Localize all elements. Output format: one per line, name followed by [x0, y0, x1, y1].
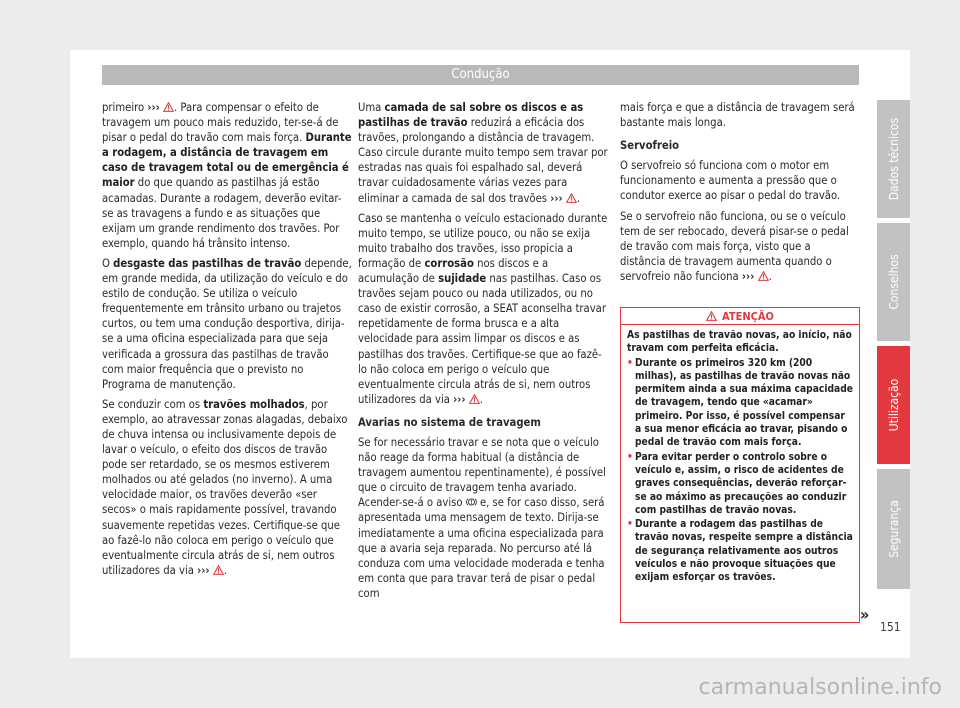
- list-item: • Durante a rodagem das pastilhas de travão novas, respeite sempre a distância de segurança relativamente aos outros veículos e não provoque situações que exijam esforçar os travões.: [627, 519, 853, 584]
- warning-triangle-icon: [706, 311, 717, 321]
- warning-list: [627, 357, 853, 585]
- column-2: [358, 100, 608, 606]
- tab-seguranca[interactable]: Segurança: [877, 469, 910, 589]
- paragraph: Se o servofreio não funciona, ou se o veículo tem de ser rebocado, deverá pisar-se o pedal de travão com mais força, visto que a distância de travagem aumenta quando o servofreio não funciona ››› .: [620, 209, 849, 283]
- paragraph: Se for necessário travar e se nota que o veículo não reage da forma habitual (a distância de travagem aumentou repentinamente), é possível que o circuito de travagem tenha avariado. Acender-se-á o aviso e, se for caso disso, será apresentada uma mensagem de texto. Dirija-se imediatamente a uma oficina especializada para que a avaria seja reparada. No percurso até lá conduza com uma velocidade moderada e tenha em conta que para travar terá de pisar o pedal com: [358, 435, 606, 600]
- list-item: • Para evitar perder o controlo sobre o veículo e, assim, o risco de acidentes de graves consequências, deverão reforçar-se ao máximo as precauções ao conduzir com pastilhas de travão novas.: [627, 451, 847, 516]
- cross-ref-arrow[interactable]: ›››: [197, 563, 210, 577]
- warning-triangle-icon: [213, 565, 224, 575]
- column-1: [102, 100, 352, 583]
- watermark: carmanualsonline.info: [698, 675, 942, 700]
- cross-ref-arrow[interactable]: ›››: [147, 101, 160, 114]
- warning-intro: As pastilhas de travão novas, ao início, não travam com perfeita eficácia.: [627, 330, 852, 355]
- cross-ref-arrow[interactable]: ›››: [453, 392, 466, 406]
- warning-triangle-icon: [469, 394, 480, 404]
- brake-warning-lamp-icon: [466, 497, 477, 507]
- paragraph: O desgaste das pastilhas de travão depende, em grande medida, da utilização do veículo e do estilo de condução. Se utiliza o veículo frequentemente em trânsito urbano ou trajetos curtos, ou tem uma condução desportiva, dirija-se a uma oficina especializada para que seja verificada a grossura das pastilhas de travão com maior frequência que o previsto no Programa de manutenção.: [102, 256, 352, 391]
- paragraph: primeiro ››› . Para compensar o efeito de travagem um pouco mais reduzido, ter-se-á de pisar o pedal do travão com mais força. Durante a rodagem, a distância de travagem em caso de travagem total ou de emergência é maior do que quando as pastilhas já estão acamadas. Durante a rodagem, deverão evitar-se as travagens a fundo e as situações que exijam um grande rendimento dos travões. Por exemplo, quando há trânsito intenso.: [102, 101, 352, 250]
- page-number: 151: [880, 620, 901, 634]
- paragraph: mais força e que a distância de travagem será bastante mais longa.: [620, 101, 855, 130]
- page-header: Condução: [102, 65, 859, 85]
- cross-ref-arrow[interactable]: ›››: [550, 191, 563, 205]
- column-3: [620, 100, 858, 289]
- cross-ref-arrow[interactable]: ›››: [741, 269, 755, 283]
- paragraph: Caso se mantenha o veículo estacionado durante muito tempo, se utilize pouco, ou não se exija muito trabalho dos travões, isso propicia a formação de corrosão nos discos e a acumulação de sujidade nas pastilhas. Caso os travões sejam pouco ou nada utilizados, ou no caso de existir corrosão, a SEAT aconselha travar repetidamente de forma brusca e a alta velocidade para assim limpar os discos e as pastilhas dos travões. Certifique-se que ao fazê-lo não coloca em perigo o veículo que eventualmente circula atrás de si, nem outros utilizadores da via ››› .: [358, 211, 608, 406]
- tab-utilizacao[interactable]: Utilização: [877, 346, 910, 464]
- warning-title: ATENÇÃO: [722, 309, 774, 323]
- warning-triangle-icon: [566, 193, 577, 203]
- warning-triangle-icon: [758, 271, 769, 281]
- paragraph: Se conduzir com os travões molhados, por exemplo, ao atravessar zonas alagadas, debaixo de chuva intensa ou inclusivamente depois de lavar o veículo, o efeito dos discos de travão pode ser retardado, se os mesmos estiverem molhados ou até gelados (no inverno). A uma velocidade maior, os travões deverão «ser secos» o mais rapidamente possível, travando suavemente repetidas vezes. Certifique-se que ao fazê-lo não coloca em perigo o veículo que eventualmente circula atrás de si, nem outros utilizadores da via ››› .: [102, 397, 348, 577]
- warning-box-header: [621, 308, 859, 325]
- tab-dados-tecnicos[interactable]: Dados técnicos: [877, 100, 910, 218]
- list-item: • Durante os primeiros 320 km (200 milhas), as pastilhas de travão novas não permitem ainda a sua máxima capacidade de travagem, tendo que «acamar» primeiro. Por isso, é possível compensar a sua menor eficácia ao travar, pisando o pedal de travão com mais força.: [627, 357, 853, 449]
- continue-arrow-icon: »: [860, 605, 870, 624]
- section-heading: Servofreio: [620, 139, 680, 153]
- tab-conselhos[interactable]: Conselhos: [877, 223, 910, 341]
- paragraph: O servofreio só funciona com o motor em funcionamento e aumenta a pressão que o condutor exerce ao pisar o pedal do travão.: [620, 159, 841, 203]
- warning-body: [621, 325, 859, 585]
- warning-triangle-icon: [163, 102, 174, 112]
- paragraph: Uma camada de sal sobre os discos e as pastilhas de travão reduzirá a eficácia dos travões, prolongando a distância de travagem. Caso circule durante muito tempo sem travar por estradas nas quais foi espalhado sal, deverá travar cuidadosamente várias vezes para eliminar a camada de sal dos travões ››› .: [358, 101, 608, 205]
- section-heading: Avarias no sistema de travagem: [358, 415, 541, 429]
- warning-box: [620, 307, 860, 623]
